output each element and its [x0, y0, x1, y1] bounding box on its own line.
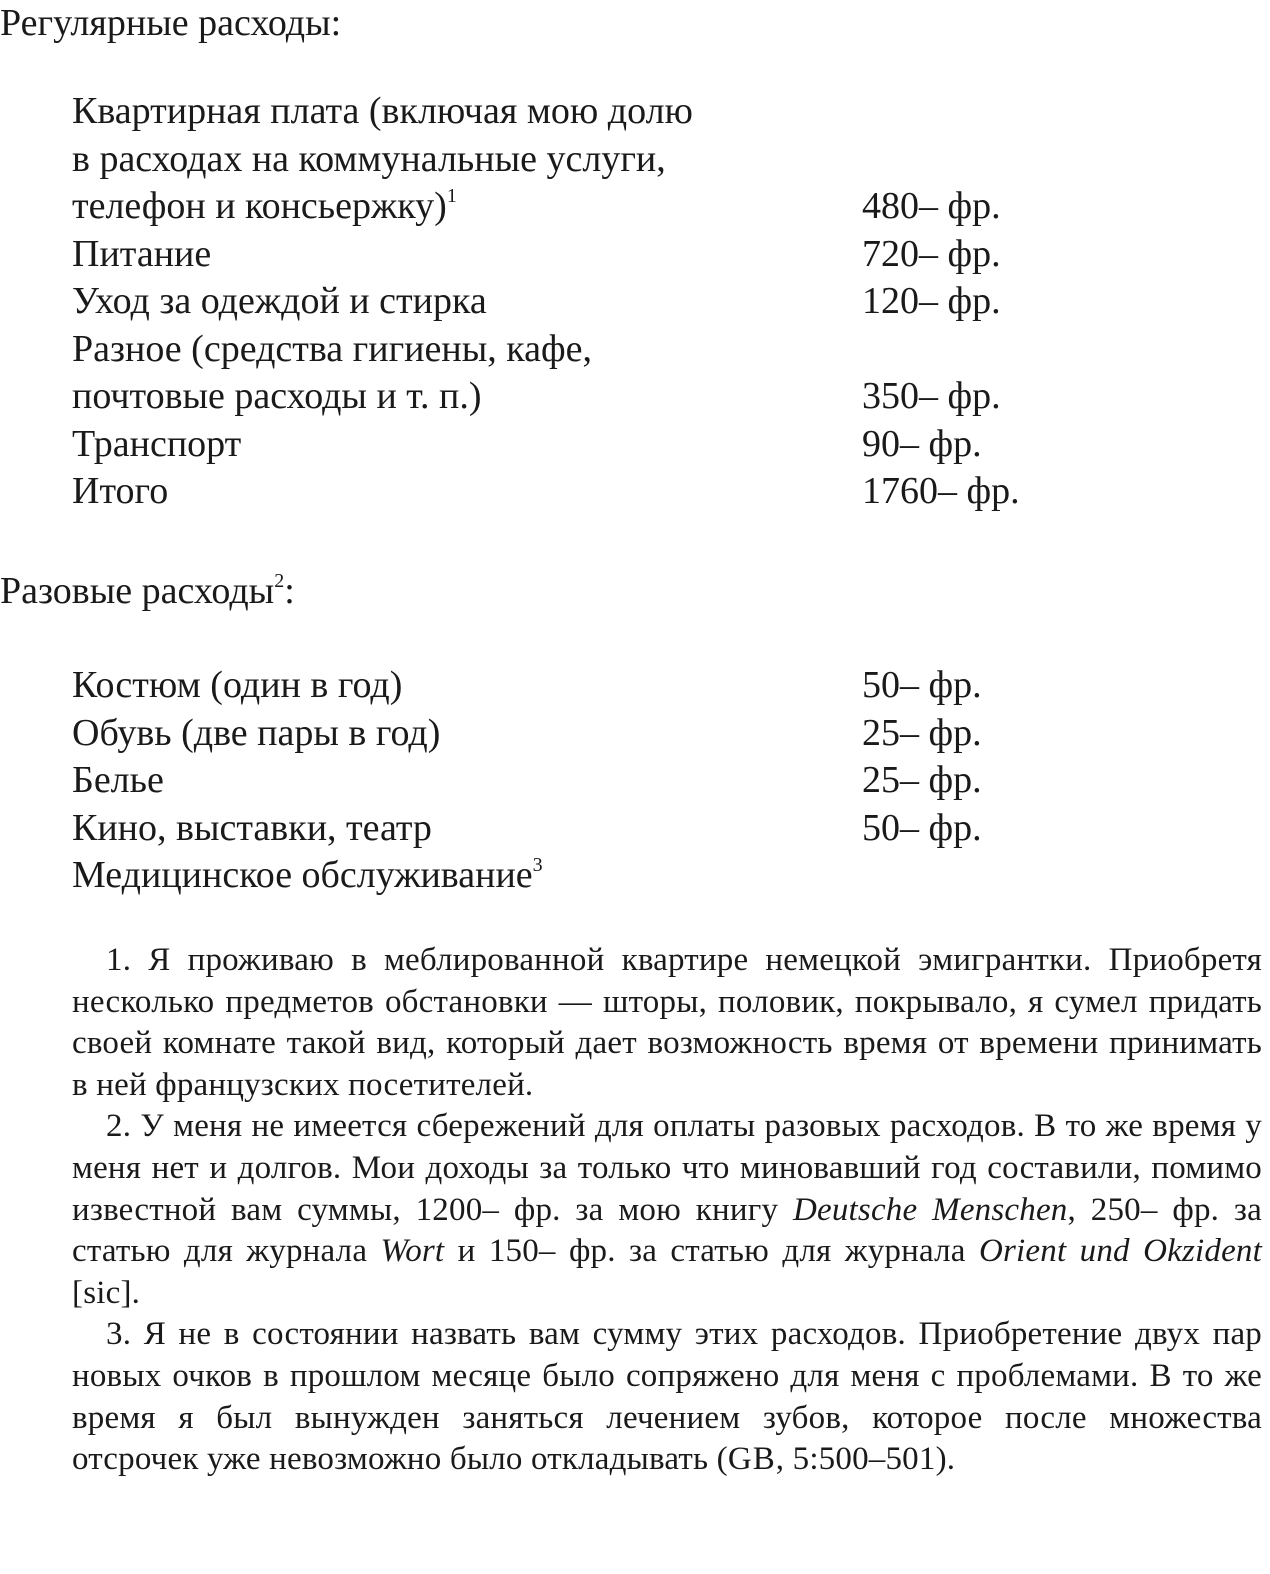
- footnote-ref[interactable]: 1: [446, 185, 457, 207]
- expense-row: [72, 421, 1072, 469]
- expense-amount: 50– фр.: [862, 664, 982, 706]
- expense-row: [72, 757, 1072, 805]
- expense-label: Кино, выставки, театр: [72, 806, 432, 849]
- expense-row: [72, 852, 1072, 900]
- onetime-expenses-heading: Разовые расходы$^2$:: [0, 570, 295, 612]
- footnotes: [72, 940, 1262, 1481]
- expense-label: Разное (средства гигиены, кафе,: [72, 327, 592, 370]
- expense-amount: 1760– фр.: [862, 470, 1020, 512]
- onetime-expenses-list: [72, 662, 1072, 900]
- footnote-ref[interactable]: 2: [274, 570, 285, 592]
- expense-amount: 50– фр.: [862, 806, 982, 849]
- expense-amount: 25– фр.: [862, 759, 982, 801]
- expense-label: телефон и консьержку): [72, 185, 447, 227]
- journal-title: Orient und Okzident: [978, 1233, 1262, 1270]
- regular-expenses-heading: Регулярные расходы:: [0, 2, 342, 44]
- expense-label: Уход за одеждой и стирка: [72, 280, 487, 322]
- book-title: Deutsche Menschen: [792, 1191, 1068, 1228]
- expense-row: [72, 326, 1072, 374]
- expense-label: почтовые расходы и т. п.): [72, 375, 482, 417]
- expense-label: Транспорт: [72, 422, 242, 465]
- expense-amount: 350– фр.: [862, 375, 1001, 417]
- expense-row: [72, 88, 1072, 136]
- expense-amount: 480– фр.: [862, 185, 1001, 227]
- expense-row: [72, 662, 1072, 710]
- expense-label: в расходах на коммунальные услуги,: [72, 137, 666, 180]
- expense-label: Костюм (один в год): [72, 664, 403, 706]
- expense-label: Квартирная плата (включая мою долю: [72, 90, 693, 132]
- expense-label: Итого: [72, 470, 169, 512]
- regular-expenses-list: [72, 88, 1072, 516]
- expense-row: [72, 136, 1072, 184]
- source-abbreviation: GB: [727, 1441, 776, 1478]
- footnote-ref[interactable]: 3: [532, 854, 543, 876]
- expense-label: Обувь (две пары в год): [72, 711, 441, 754]
- footnote-1: 1. Я проживаю в меблированной квартире немецкой эмигрантки. Приобретя несколько предметов обстановки — шторы, половик, покрывало, я сумел придать своей комнате такой вид, который дает возможность время от времени принимать в ней французских посетителей.: [72, 942, 1262, 1103]
- expense-row: [72, 278, 1072, 326]
- footnote-3: 3. Я не в состоянии назвать вам сумму этих расходов. Приобретение двух пар новых очков в прошлом месяце было сопряжено для меня с проблемами. В то же время я был вынужден заняться лечением зубов, которое после множества отсрочек уже невозможно было откладывать (GB, 5:500–501).: [72, 1316, 1262, 1478]
- expense-row: [72, 373, 1072, 421]
- expense-label: Белье: [72, 759, 164, 801]
- expense-amount: 720– фр.: [862, 232, 1001, 275]
- expense-amount: 120– фр.: [862, 280, 1001, 322]
- journal-title: Wort: [380, 1233, 445, 1270]
- expense-label: Питание: [72, 232, 212, 275]
- expense-label: Медицинское обслуживание: [72, 854, 533, 896]
- expense-row: [72, 710, 1072, 758]
- expense-amount: 25– фр.: [862, 711, 982, 754]
- expense-row: [72, 231, 1072, 279]
- footnote-2: 2. У меня не имеется сбережений для оплаты разовых расходов. В то же время у меня нет и долгов. Мои доходы за только что миновавший год составили, помимо известной вам суммы, 1200– фр. за мою книгу Deutsche Menschen, 250– фр. за статью для журнала Wort и 150– фр. за статью для журнала Orient und Okzident [sic].: [72, 1108, 1262, 1311]
- expense-row: [72, 183, 1072, 231]
- expense-row: [72, 805, 1072, 853]
- expense-amount: 90– фр.: [862, 422, 982, 465]
- expense-total-row: [72, 468, 1072, 516]
